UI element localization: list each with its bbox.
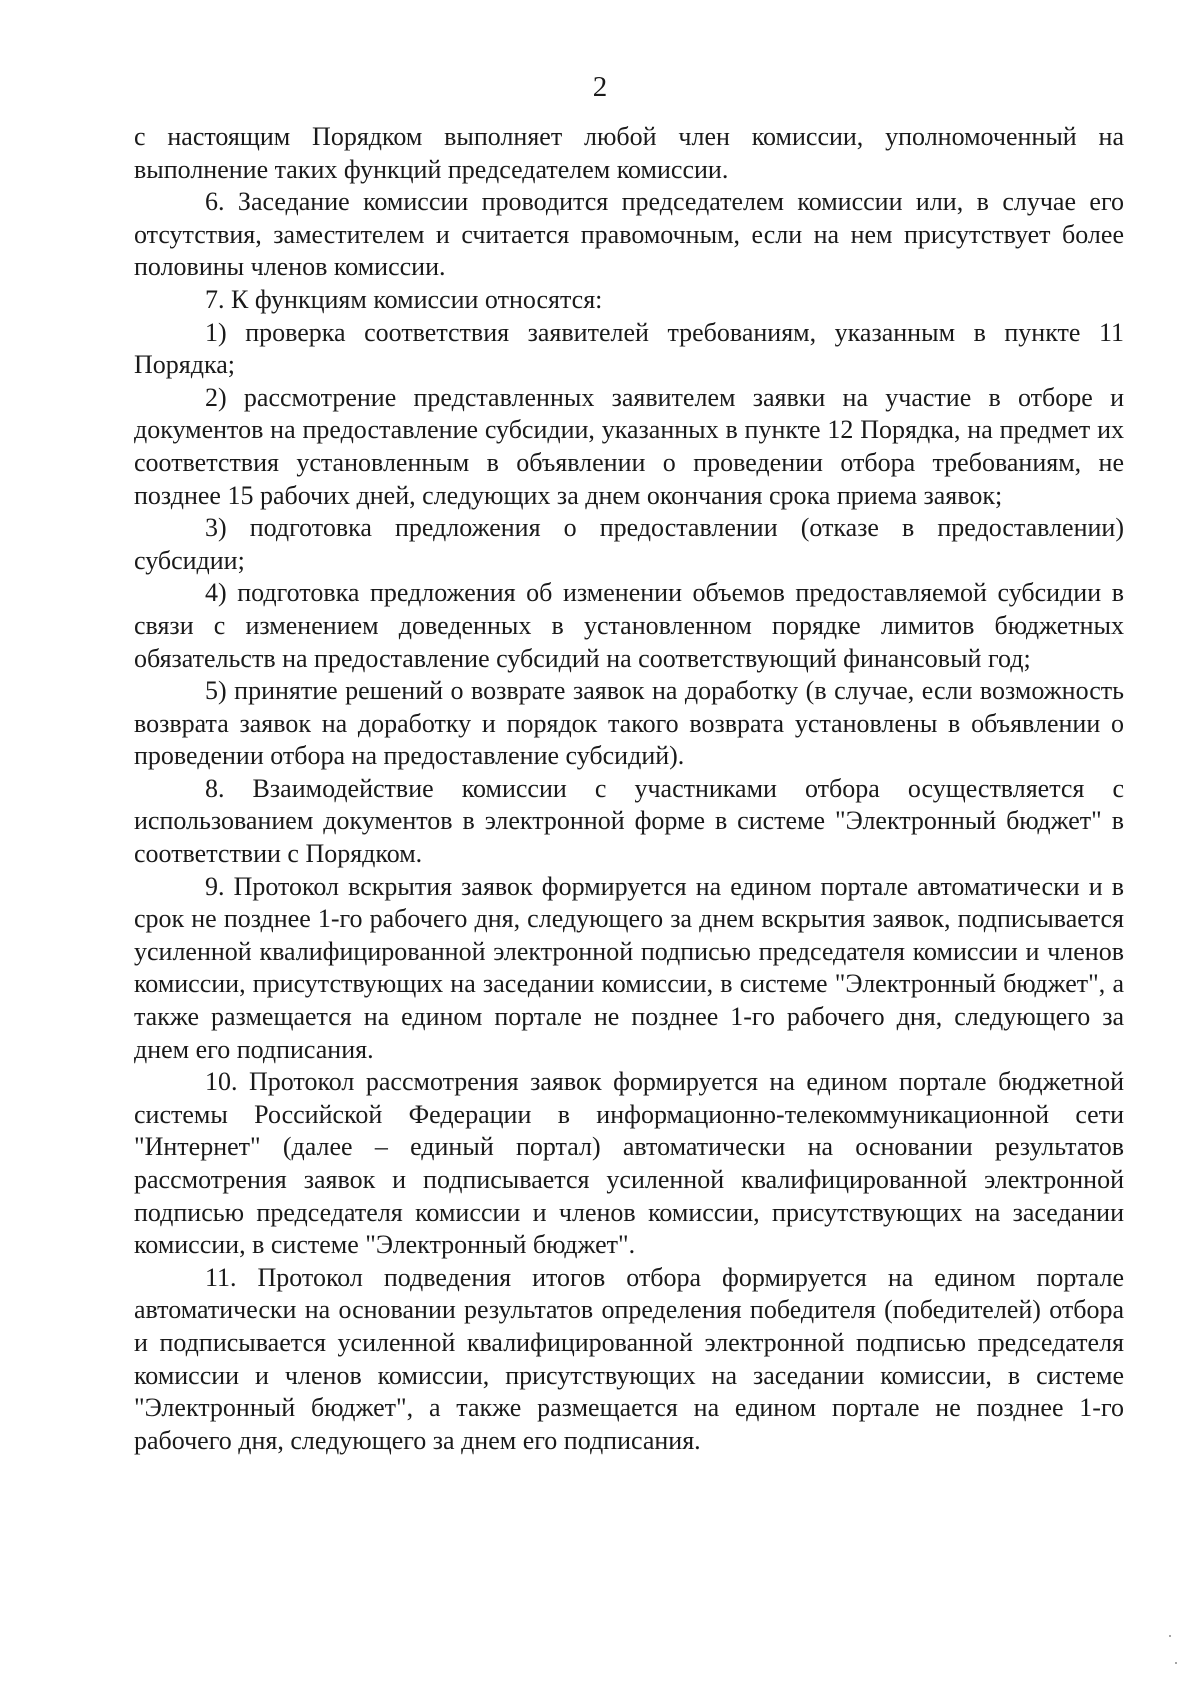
list-item-4: 4) подготовка предложения об изменении объемов предоставляемой субсидии в связи с изменением доведенных в установленном порядке лимитов бюджетных обязательств на предоставление субсидий на соответствующий финансовый год; [134, 578, 1124, 673]
paragraph-11: 11. Протокол подведения итогов отбора формируется на едином портале автоматически на основании результатов определения победителя (победителей) отбора и подписывается усиленной квалифицированной электронной подписью председателя комиссии и членов комиссии, присутствующих на заседании комиссии, в системе "Электронный бюджет", а также размещается на едином портале не позднее 1-го рабочего дня, следующего за днем его подписания. [134, 1262, 1124, 1455]
paragraph-continuation: с настоящим Порядком выполняет любой член комиссии, уполномоченный на выполнение таких функций председателем комиссии. [134, 122, 1124, 184]
list-item-3: 3) подготовка предложения о предоставлении (отказе в предоставлении) субсидии; [134, 513, 1124, 575]
list-item-1: 1) проверка соответствия заявителей требованиям, указанным в пункте 11 Порядка; [134, 317, 1124, 380]
page-number: 2 [592, 71, 608, 103]
paragraph-8: 8. Взаимодействие комиссии с участниками отбора осуществляется с использованием документов в электронной форме в системе "Электронный бюджет" в соответствии с Порядком. [134, 773, 1124, 869]
list-item-5: 5) принятие решений о возврате заявок на доработку (в случае, если возможность возврата заявок на доработку и порядок такого возврата установлены в объявлении о проведении отбора на предоставление субсидий). [134, 676, 1124, 771]
paragraph-7: 7. К функциям комиссии относятся: [205, 284, 603, 314]
paragraph-9: 9. Протокол вскрытия заявок формируется на едином портале автоматически и в срок не позднее 1-го рабочего дня, следующего за днем вскрытия заявок, подписывается усиленной квалифицированной электронной подписью председателя комиссии и членов комиссии, присутствующих на заседании комиссии, в системе "Электронный бюджет", а также размещается на едином портале не позднее 1-го рабочего дня, следующего за днем его подписания. [134, 871, 1124, 1064]
scan-speck [1169, 1635, 1171, 1637]
paragraph-10: 10. Протокол рассмотрения заявок формируется на едином портале бюджетной системы Российской Федерации в информационно-телекоммуникационной сети "Интернет" (далее – единый портал) автоматически на основании результатов рассмотрения заявок и подписывается усиленной квалифицированной электронной подписью председателя комиссии и членов комиссии, присутствующих на заседании комиссии, в системе "Электронный бюджет". [134, 1067, 1124, 1260]
scan-speck [1175, 1662, 1177, 1664]
document-body [134, 121, 1124, 1457]
list-item-2: 2) рассмотрение представленных заявителем заявки на участие в отборе и документов на предоставление субсидии, указанных в пункте 12 Порядка, на предмет их соответствия установленным в объявлении о проведении отбора требованиям, не позднее 15 рабочих дней, следующих за днем окончания срока приема заявок; [134, 382, 1124, 510]
paragraph-6: 6. Заседание комиссии проводится председателем комиссии или, в случае его отсутствия, заместителем и считается правомочным, если на нем присутствует более половины членов комиссии. [134, 187, 1124, 282]
